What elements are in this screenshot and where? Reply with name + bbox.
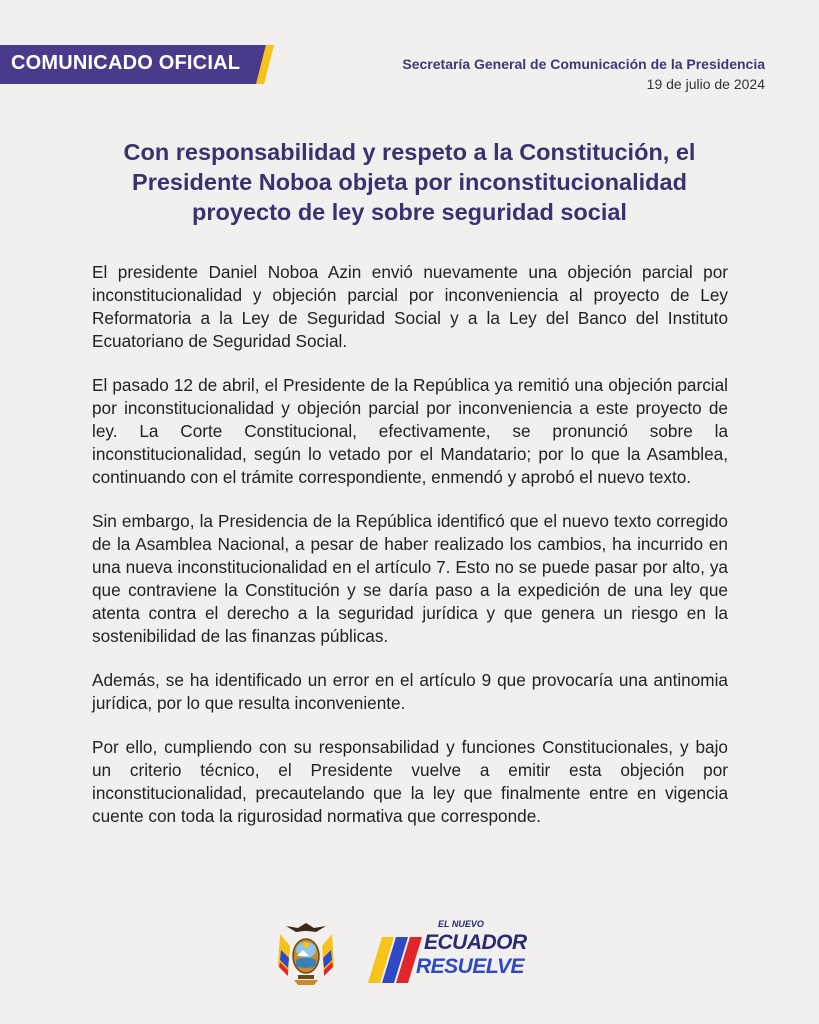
- title-line: Presidente Noboa objeta por inconstitucionalidad: [132, 169, 687, 195]
- title-line: Con responsabilidad y respeto a la Constitución, el: [123, 139, 696, 165]
- brand-line-2: RESUELVE: [416, 955, 525, 978]
- title-line: proyecto de ley sobre seguridad social: [192, 199, 627, 225]
- brand-small-text: EL NUEVO: [438, 919, 484, 929]
- brand-line-1: ECUADOR: [424, 931, 527, 954]
- secretariat-name: Secretaría General de Comunicación de la Presidencia: [402, 56, 765, 72]
- brand-stripes-icon: [368, 937, 422, 983]
- paragraph: El pasado 12 de abril, el Presidente de la República ya remitió una objeción parcial por inconstitucionalidad y objeción parcial por inconveniencia a este proyecto de ley. La Corte Constitucional, efectivamente, se pronunció sobre la inconstitucionalidad, según lo vetado por el Mandatario; por lo que la Asamblea, continuando con el trámite correspondiente, enmendó y aprobó el nuevo texto.: [92, 375, 728, 487]
- paragraph: El presidente Daniel Noboa Azin envió nuevamente una objeción parcial por inconstitucionalidad y objeción parcial por inconveniencia al proyecto de Ley Reformatoria a la Ley de Seguridad Social y a la Ley del Banco del Instituto Ecuatoriano de Seguridad Social.: [92, 262, 728, 351]
- coat-of-arms-icon: [276, 920, 336, 988]
- release-date: 19 de julio de 2024: [646, 76, 765, 92]
- ecuador-resuelve-logo: [368, 917, 528, 987]
- page-title: [70, 137, 749, 227]
- paragraph: Sin embargo, la Presidencia de la República identificó que el nuevo texto corregido de la Asamblea Nacional, a pesar de haber realizado los cambios, ha incurrido en una nueva inconstitucionalidad en el artículo 7. Esto no se puede pasar por alto, ya que contraviene la Constitución y se daría paso a la expedición de una ley que atenta contra el derecho a la seguridad jurídica y que genera un riesgo en la sostenibilidad de las finanzas públicas.: [92, 511, 728, 646]
- paragraph: Además, se ha identificado un error en el artículo 9 que provocaría una antinomia jurídica, por lo que resulta inconveniente.: [92, 670, 728, 713]
- body-text: [92, 261, 728, 849]
- paragraph: Por ello, cumpliendo con su responsabilidad y funciones Constitucionales, y bajo un criterio técnico, el Presidente vuelve a emitir esta objeción por inconstitucionalidad, precautelando que la ley que finalmente entre en vigencia cuente con toda la rigurosidad normativa que corresponde.: [92, 737, 728, 826]
- badge-label: COMUNICADO OFICIAL: [11, 52, 241, 74]
